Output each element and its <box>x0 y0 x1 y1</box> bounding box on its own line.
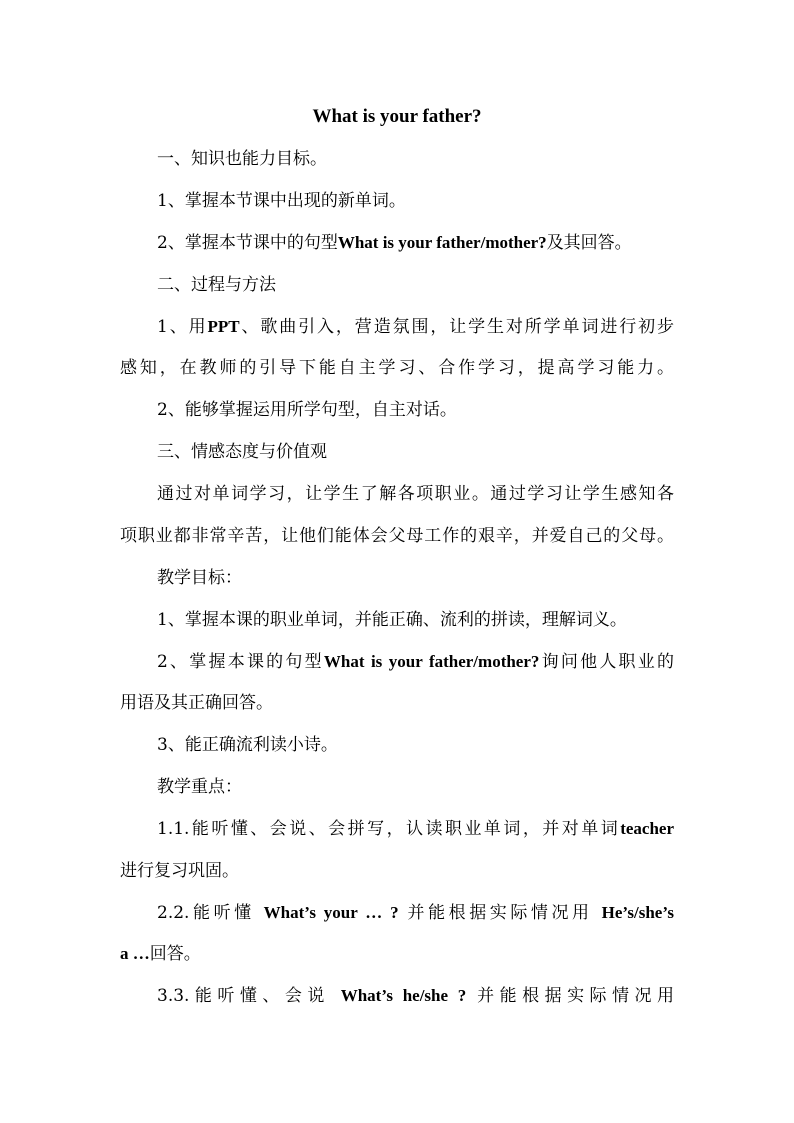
section-heading-knowledge <box>157 146 674 172</box>
line-text: 3、能正确流利读小诗。 <box>157 735 338 755</box>
line-text: 进行复习巩固。 <box>120 861 239 881</box>
line-text: 、歌曲引入，营造氛围，让学生对所学单词进行初步 <box>239 317 674 337</box>
line-text: 2、掌握本课的句型 <box>157 652 324 672</box>
section-heading-key-points <box>157 774 674 800</box>
paragraph-line <box>120 690 674 716</box>
line-text: 三、情感态度与价值观 <box>157 442 327 462</box>
paragraph-line <box>120 941 674 967</box>
paragraph-line <box>120 523 674 549</box>
english-word: PPT <box>207 317 240 336</box>
section-heading-emotion <box>157 439 674 465</box>
line-text: 1、用 <box>157 317 208 337</box>
line-text: 并能根据实际情况用 <box>407 903 593 923</box>
line-text: 1、掌握本节课中出现的新单词。 <box>157 191 406 211</box>
section-heading-process <box>157 272 674 298</box>
english-word: teacher <box>620 819 674 838</box>
list-item <box>157 230 674 256</box>
line-text: 教学重点： <box>157 777 242 797</box>
list-item <box>157 649 674 675</box>
list-item <box>157 983 674 1009</box>
english-phrase: He’s/she’s <box>601 903 674 922</box>
line-text: 通过对单词学习，让学生了解各项职业。通过学习让学生感知各 <box>157 484 674 504</box>
english-sentence: What’s he/she ? <box>340 986 467 1005</box>
line-text: 并能根据实际情况用 <box>477 986 674 1006</box>
line-text: 用语及其正确回答。 <box>120 693 273 713</box>
list-item <box>157 607 674 633</box>
english-sentence: What’s your … ? <box>263 903 399 922</box>
english-sentence: What is your father/mother? <box>323 652 540 671</box>
english-sentence: What is your father/mother? <box>337 233 547 252</box>
line-text: 感知，在教师的引导下能自主学习、合作学习，提高学习能力。 <box>120 358 674 378</box>
list-item <box>157 816 674 842</box>
line-text: 询问他人职业的 <box>539 652 674 672</box>
paragraph-line <box>157 314 674 340</box>
document-title: What is your father? <box>312 106 482 127</box>
line-text: 及其回答。 <box>546 233 632 253</box>
line-text: 2、掌握本节课中的句型 <box>157 233 338 253</box>
line-text: 3.3.能听懂、会说 <box>157 986 330 1006</box>
line-text: 回答。 <box>149 944 201 964</box>
paragraph-line <box>120 858 674 884</box>
line-text: 项职业都非常辛苦，让他们能体会父母工作的艰辛，并爱自己的父母。 <box>120 526 674 546</box>
line-text: 1.1.能听懂、会说、会拼写，认读职业单词，并对单词 <box>157 819 621 839</box>
paragraph-line <box>157 481 674 507</box>
section-heading-teaching-goals <box>157 565 674 591</box>
list-item <box>157 900 674 926</box>
line-text: 2、能够掌握运用所学句型，自主对话。 <box>157 400 457 420</box>
line-text: 1、掌握本课的职业单词，并能正确、流利的拼读，理解词义。 <box>157 610 627 630</box>
list-item <box>157 732 674 758</box>
line-text: 一、知识也能力目标。 <box>157 149 327 169</box>
line-text: 二、过程与方法 <box>157 275 276 295</box>
paragraph-line <box>120 355 674 381</box>
line-text: 教学目标： <box>157 568 242 588</box>
english-phrase: a … <box>120 944 150 963</box>
list-item <box>157 397 674 423</box>
list-item <box>157 188 674 214</box>
line-text: 2.2.能听懂 <box>157 903 255 923</box>
